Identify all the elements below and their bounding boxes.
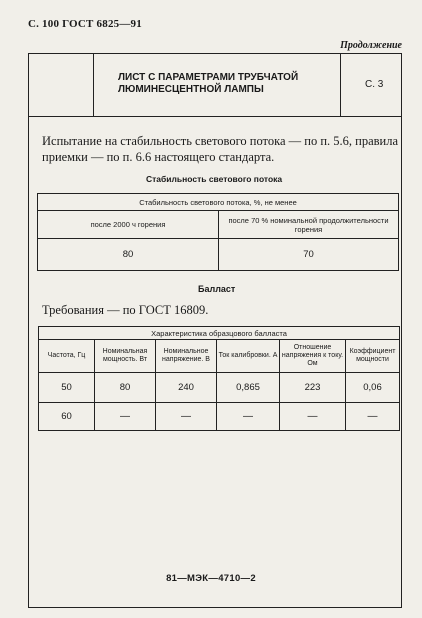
test-paragraph: Испытание на стабильность светового потока — по п. 5.6, правила приемки — по п. 6.6 настоящего стандарта. (42, 134, 399, 164)
ballast-table-header: Характеристика образцового балласта (39, 327, 400, 340)
ballast-cell: 80 (95, 373, 156, 403)
sheet-page-ref: С. 3 (365, 79, 384, 90)
ballast-cell: 223 (280, 373, 346, 403)
ballast-cell: — (346, 403, 400, 431)
title-line-1: ЛИСТ С ПАРАМЕТРАМИ ТРУБЧАТОЙ (118, 72, 299, 83)
stability-table-header: Стабильность светового потока, %, не менее (38, 194, 399, 211)
ballast-column-header: Номинальная мощность. Вт (95, 340, 156, 373)
ballast-cell: 0,865 (217, 373, 280, 403)
stability-section-title: Стабильность светового потока (146, 174, 283, 184)
ballast-cell: — (280, 403, 346, 431)
ballast-column-header: Отношение напряжения к току. Ом (280, 340, 346, 373)
stability-value: 80 (38, 239, 219, 271)
ballast-cell: 60 (39, 403, 95, 431)
ballast-cell: — (95, 403, 156, 431)
ballast-requirements: Требования — по ГОСТ 16809. (42, 303, 209, 317)
stability-column-header: после 2000 ч горения (38, 211, 219, 239)
title-cell (93, 54, 341, 116)
ballast-column-header: Коэффициент мощности (346, 340, 400, 373)
ballast-section-title: Балласт (198, 284, 236, 294)
document-title (118, 72, 298, 96)
ballast-cell: — (156, 403, 217, 431)
ballast-cell: 50 (39, 373, 95, 403)
ballast-column-header: Номинальное напряжение. В (156, 340, 217, 373)
stability-value: 70 (219, 239, 399, 271)
title-block (29, 54, 401, 117)
ballast-table (38, 326, 400, 431)
ballast-cell: — (217, 403, 280, 431)
page-footer-code: 81—МЭК—4710—2 (166, 573, 256, 584)
ballast-column-header: Частота, Гц (39, 340, 95, 373)
title-line-2: ЛЮМИНЕСЦЕНТНОЙ ЛАМПЫ (118, 84, 264, 95)
page-code: С. 100 ГОСТ 6825—91 (28, 18, 142, 30)
ballast-cell: 0,06 (346, 373, 400, 403)
stability-column-header: после 70 % номинальной продолжительности горения (219, 211, 399, 239)
ballast-column-header: Ток калибровки. А (217, 340, 280, 373)
stability-table (37, 193, 399, 271)
continuation-label: Продолжение (340, 40, 402, 51)
ballast-cell: 240 (156, 373, 217, 403)
